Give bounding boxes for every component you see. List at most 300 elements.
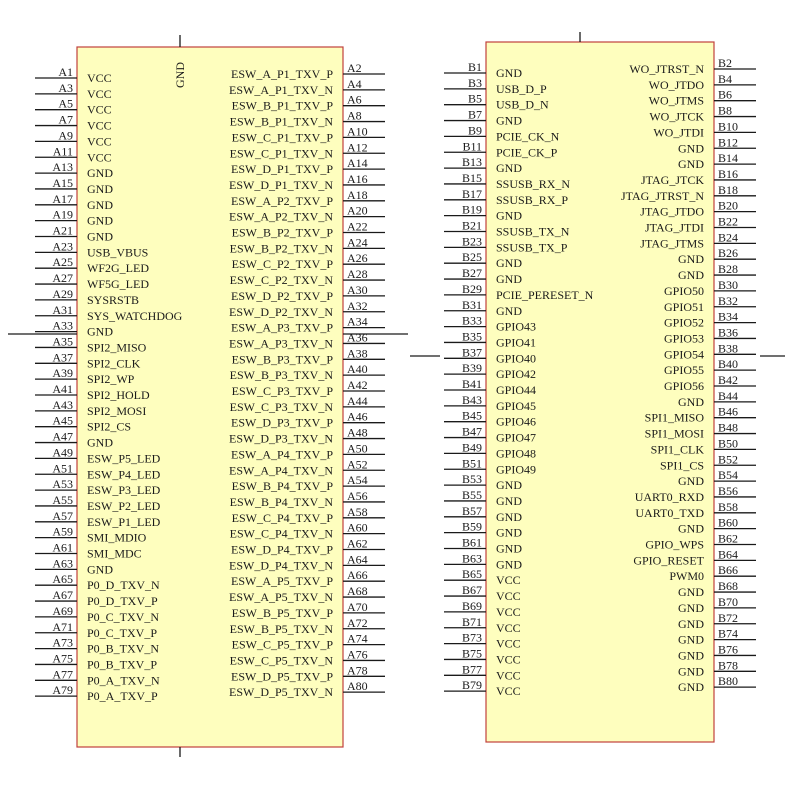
- connector_a-pin-number: A47: [52, 429, 73, 444]
- connector_b-pin-number: B59: [461, 519, 482, 534]
- connector_a-pin-number: A78: [347, 663, 368, 678]
- connector_a-pin-number: A7: [58, 112, 73, 127]
- connector_a-pin-number: A77: [52, 667, 73, 682]
- connector_a-pin-name: ESW_A_P1_TXV_P: [230, 67, 333, 81]
- connector_b-pin-name: GPIO55: [663, 363, 704, 378]
- connector_a-pin-name: ESW_A_P3_TXV_N: [229, 336, 333, 351]
- connector_b-pin-number: B64: [718, 547, 739, 562]
- connector_b-pin-number: B34: [718, 309, 739, 324]
- connector_a-pin-name: P0_A_TXV_N: [87, 673, 160, 688]
- connector_a-pin-name: P0_B_TXV_N: [87, 641, 160, 656]
- connector_a-pin-name: SPI2_CLK: [87, 356, 141, 371]
- connector_b-pin-number: B20: [718, 198, 739, 213]
- connector_a-pin-number: A52: [347, 457, 368, 472]
- connector_a-pin-name: ESW_A_P4_TXV_P: [230, 447, 333, 462]
- connector_a-pin-name: SPI2_HOLD: [87, 388, 150, 402]
- connector_b-pin-number: B45: [461, 408, 482, 423]
- connector_a-pin-name: ESW_D_P1_TXV_P: [230, 162, 333, 177]
- connector_b-pin-number: B65: [461, 567, 482, 582]
- connector_b-pin-name: SPI1_MOSI: [644, 426, 704, 441]
- connector_a-pin-number: A63: [52, 556, 73, 571]
- connector_a-pin-name: P0_A_TXV_P: [87, 689, 158, 704]
- connector_a-pin-name: ESW_D_P4_TXV_N: [229, 558, 333, 573]
- connector_a-pin-name: P0_D_TXV_N: [87, 578, 160, 593]
- connector_a-pin-name: ESW_C_P1_TXV_N: [229, 146, 333, 161]
- connector_b-pin-name: SSUSB_TX_N: [496, 224, 570, 239]
- connector_b-pin-number: B71: [461, 614, 482, 629]
- connector_b-pin-name: JTAG_JTDI: [644, 220, 704, 235]
- connector_a-pin-name: P0_C_TXV_N: [87, 609, 160, 624]
- connector_a-pin-name: ESW_A_P5_TXV_N: [229, 590, 333, 605]
- connector_b-pin-number: B44: [718, 388, 739, 403]
- connector_b-pin-number: B16: [718, 166, 739, 181]
- connector_b-pin-number: B51: [461, 456, 482, 471]
- connector_b-pin-name: GND: [496, 161, 522, 176]
- connector_a-pin-number: A1: [58, 65, 73, 79]
- connector_b-pin-name: GPIO_WPS: [645, 537, 704, 552]
- connector_a-pin-name: ESW_C_P4_TXV_P: [231, 510, 333, 525]
- connector_a-pin-number: A17: [52, 191, 73, 206]
- connector_a-pin-name: GND: [87, 166, 113, 181]
- connector_a-pin-name: P0_D_TXV_P: [87, 594, 158, 609]
- connector_b-pin-name: GND: [678, 600, 704, 615]
- connector_a-pin-number: A75: [52, 651, 73, 666]
- connector_b-pin-name: GND: [496, 66, 522, 80]
- connector_a-pin-name: ESW_B_P1_TXV_P: [231, 98, 333, 113]
- connector_a-pin-number: A15: [52, 175, 73, 190]
- connector_b-pin-name: SPI1_CLK: [650, 442, 704, 457]
- connector_a-pin-number: A27: [52, 271, 73, 286]
- connector_a-pin-number: A13: [52, 160, 73, 175]
- connector_b-pin-name: GPIO_RESET: [633, 553, 704, 568]
- connector_b-pin-name: SSUSB_RX_N: [496, 176, 571, 191]
- connector_b-pin-name: GPIO52: [663, 315, 704, 330]
- connector_b-pin-number: B75: [461, 646, 482, 661]
- connector_a-pin-name: GND: [87, 197, 113, 212]
- connector_b-pin-number: B73: [461, 630, 482, 645]
- connector_b-pin-number: B23: [461, 234, 482, 249]
- connector_b-pin-name: GPIO53: [663, 331, 704, 346]
- connector_b-pin-name: GND: [496, 478, 522, 493]
- connector_b-pin-name: JTAG_JTMS: [640, 236, 704, 251]
- connector_a-pin-name: ESW_B_P4_TXV_P: [231, 479, 333, 494]
- connector_a-pin-number: A41: [52, 382, 73, 396]
- connector_a-pin-number: A80: [347, 679, 368, 694]
- connector_a-pin-number: A38: [347, 346, 368, 361]
- connector_a-pin-number: A48: [347, 425, 368, 440]
- connector_a-pin-number: A24: [347, 235, 368, 250]
- connector_a-pin-name: ESW_A_P2_TXV_N: [229, 209, 333, 224]
- connector_b-pin-number: B61: [461, 535, 482, 550]
- connector_a-pin-name: SYSRSTB: [87, 292, 140, 307]
- connector_b-pin-number: B19: [461, 202, 482, 217]
- connector_b-pin-name: GND: [678, 252, 704, 267]
- connector_b-pin-name: PCIE_PERESET_N: [496, 287, 594, 302]
- connector_a-pin-name: SMI_MDC: [87, 546, 142, 561]
- connector_b-pin-name: GND: [496, 509, 522, 524]
- connector_a-pin-number: A74: [347, 631, 368, 646]
- connector_b-pin-name: GND: [678, 664, 704, 679]
- connector_b-pin-number: B17: [461, 186, 482, 201]
- connector_a-pin-name: VCC: [87, 134, 112, 149]
- connector_b-pin-name: GND: [496, 272, 522, 287]
- connector_b-pin-name: WO_JTDO: [648, 77, 704, 92]
- connector_a-pin-name: SPI2_WP: [87, 372, 135, 387]
- connector_a-pin-name: SPI2_CS: [87, 419, 132, 434]
- connector_a-pin-name: VCC: [87, 118, 112, 133]
- connector_b-pin-name: GND: [678, 680, 704, 695]
- connector_b-pin-number: B69: [461, 598, 482, 613]
- connector_b-pin-number: B67: [461, 583, 482, 598]
- connector_a-pin-name: VCC: [87, 71, 112, 85]
- connector_a-pin-number: A37: [52, 350, 73, 365]
- connector_b-pin-number: B1: [467, 60, 482, 74]
- connector_b-pin-number: B3: [467, 75, 482, 90]
- connector_b-pin-name: GPIO49: [496, 462, 537, 477]
- connector_b-pin-number: B54: [718, 468, 739, 483]
- connector_a-pin-name: ESW_C_P3_TXV_P: [231, 384, 333, 398]
- connector_b-pin-name: USB_D_P: [496, 81, 547, 96]
- connector_a-pin-number: A2: [347, 61, 362, 75]
- connector_a-pin-name: ESW_P5_LED: [87, 451, 161, 466]
- connector_b-pin-number: B15: [461, 170, 482, 185]
- connector_a-pin-number: A65: [52, 572, 73, 587]
- connector_a-pin-number: A32: [347, 298, 368, 313]
- connector_a-pin-name: ESW_B_P4_TXV_N: [229, 494, 333, 509]
- connector_b-pin-name: GPIO45: [496, 398, 537, 413]
- connector_b-pin-number: B21: [461, 218, 482, 233]
- connector_b-pin-number: B29: [461, 281, 482, 296]
- connector_a-pin-number: A10: [347, 124, 368, 139]
- connector_a-pin-number: A79: [52, 683, 73, 698]
- connector_a-pin-name: ESW_A_P1_TXV_N: [229, 82, 333, 97]
- connector_b-pin-name: SSUSB_RX_P: [496, 192, 569, 207]
- connector_b-pin-number: B53: [461, 472, 482, 487]
- connector_a-pin-number: A51: [52, 461, 73, 476]
- connector_b-pin-number: B52: [718, 452, 739, 467]
- connector_a-pin-number: A58: [347, 504, 368, 519]
- connector_b-pin-number: B66: [718, 563, 739, 578]
- connector_b-pin-number: B55: [461, 487, 482, 502]
- connector_b-pin-number: B76: [718, 642, 739, 657]
- connector_b-pin-number: B28: [718, 262, 739, 277]
- connector_a-pin-name: ESW_C_P2_TXV_N: [229, 273, 333, 288]
- connector_b-pin-name: PCIE_CK_N: [496, 129, 560, 144]
- connector_a-pin-name: ESW_D_P2_TXV_N: [229, 304, 333, 319]
- connector_a-pin-name: P0_C_TXV_P: [87, 625, 158, 640]
- connector_a-pin-number: A23: [52, 239, 73, 254]
- connector_a-pin-number: A55: [52, 492, 73, 507]
- connector_a-pin-name: SPI2_MISO: [87, 340, 147, 355]
- connector_a-pin-number: A73: [52, 635, 73, 650]
- connector_b-pin-number: B14: [718, 151, 739, 166]
- connector_b-pin-name: WO_JTMS: [648, 93, 704, 108]
- connector_a-pin-name: ESW_B_P5_TXV_P: [231, 605, 333, 620]
- connector_b-pin-name: GND: [496, 113, 522, 128]
- connector_b-pin-number: B37: [461, 345, 482, 360]
- connector_b-pin-name: GND: [678, 268, 704, 283]
- connector_a-pin-name: SPI2_MOSI: [87, 403, 147, 418]
- connector_a-pin-number: A46: [347, 409, 368, 424]
- connector_a-pin-name: ESW_C_P1_TXV_P: [231, 130, 333, 145]
- connector_a-pin-name: ESW_D_P5_TXV_P: [230, 669, 333, 684]
- connector_a-pin-number: A25: [52, 255, 73, 270]
- connector_b-pin-number: B25: [461, 250, 482, 265]
- connector_a-pin-number: A72: [347, 615, 368, 630]
- connector_a-pin-number: A26: [347, 251, 368, 266]
- connector_b-pin-number: B6: [718, 87, 733, 102]
- connector_b-pin-name: GND: [496, 557, 522, 572]
- connector_a-pin-name: GND: [87, 324, 113, 339]
- connector_a-pin-number: A57: [52, 508, 73, 523]
- connector_a-pin-name: P0_B_TXV_P: [87, 657, 158, 672]
- connector_a-pin-number: A8: [347, 108, 362, 123]
- connector_b-pin-number: B77: [461, 662, 482, 677]
- connector_b-pin-number: B13: [461, 155, 482, 170]
- connector_b-pin-name: GPIO51: [663, 299, 704, 314]
- connector_a-pin-name: ESW_C_P3_TXV_N: [229, 399, 333, 414]
- connector_b-pin-number: B56: [718, 483, 739, 498]
- connector_a-pin-number: A45: [52, 413, 73, 428]
- connector_b-pin-name: WO_JTDI: [653, 125, 704, 140]
- connector_b-pin-number: B57: [461, 503, 482, 518]
- connector_a-pin-name: ESW_B_P3_TXV_N: [229, 368, 333, 383]
- connector_a-pin-name: GND: [87, 562, 113, 577]
- connector_b-pin-number: B79: [461, 678, 482, 693]
- connector_a-pin-number: A50: [347, 441, 368, 456]
- connector_b-pin-name: SPI1_MISO: [644, 410, 704, 425]
- connector_b-pin-name: VCC: [496, 684, 521, 699]
- connector_b-pin-name: GND: [496, 541, 522, 556]
- connector_a-pin-number: A60: [347, 520, 368, 535]
- connector_a-pin-name: ESW_D_P3_TXV_N: [229, 431, 333, 446]
- connector_b-pin-number: B35: [461, 329, 482, 344]
- connector_a-pin-name: ESW_C_P4_TXV_N: [229, 526, 333, 541]
- connector_b-pin-number: B70: [718, 594, 739, 609]
- connector_b-pin-name: GND: [496, 303, 522, 318]
- connector_a-pin-name: SYS_WATCHDOG: [87, 308, 183, 323]
- connector_b-pin-name: VCC: [496, 620, 521, 635]
- connector_a-pin-number: A16: [347, 171, 368, 186]
- connector_a-pin-number: A3: [58, 80, 73, 95]
- connector_b-pin-number: B40: [718, 357, 739, 372]
- connector_a-pin-number: A68: [347, 584, 368, 599]
- connector_a-pin-name: ESW_A_P2_TXV_P: [230, 193, 333, 208]
- connector_b-pin-name: GND: [496, 256, 522, 271]
- connector_b-pin-number: B2: [718, 56, 733, 70]
- connector_a-pin-name: ESW_B_P5_TXV_N: [229, 621, 333, 636]
- connector_a-pin-number: A20: [347, 203, 368, 218]
- connector_b-pin-number: B12: [718, 135, 739, 150]
- connector_a-pin-name: ESW_A_P5_TXV_P: [230, 574, 333, 589]
- connector_a-pin-name: ESW_B_P2_TXV_P: [231, 225, 333, 240]
- connector_b-pin-number: B5: [467, 91, 482, 106]
- connector_a-pin-name: WF2G_LED: [87, 261, 149, 276]
- connector_b-pin-name: GPIO44: [496, 383, 537, 397]
- connector_a-pin-name: USB_VBUS: [87, 245, 149, 260]
- connector_a-pin-name: ESW_D_P4_TXV_P: [230, 542, 333, 557]
- connector_a-pin-number: A62: [347, 536, 368, 551]
- connector_b-pin-name: PWM0: [669, 569, 704, 584]
- connector_b-pin-number: B4: [718, 71, 733, 86]
- connector_a-pin-number: A22: [347, 219, 368, 234]
- connector_a-pin-number: A54: [347, 473, 368, 488]
- connector_b-pin-number: B9: [467, 123, 482, 138]
- connector_b-pin-name: VCC: [496, 652, 521, 667]
- connector_b-pin-name: GPIO50: [663, 283, 704, 298]
- connector_b-pin-name: GND: [678, 474, 704, 489]
- connector_b-pin-number: B26: [718, 246, 739, 261]
- connector_a-pin-number: A49: [52, 445, 73, 460]
- connector_a-pin-number: A71: [52, 619, 73, 634]
- connector_b-pin-name: GPIO56: [663, 379, 704, 393]
- connector_a-pin-number: A44: [347, 393, 368, 408]
- connector_b-pin-name: VCC: [496, 573, 521, 588]
- connector_b-pin-name: UART0_TXD: [635, 505, 704, 520]
- connector_b-pin-number: B11: [462, 139, 482, 154]
- connector-a-top-label: GND: [173, 62, 187, 88]
- connector_a-pin-number: A35: [52, 334, 73, 349]
- connector_b-pin-number: B8: [718, 103, 733, 118]
- connector_a-pin-number: A43: [52, 397, 73, 412]
- connector_b-pin-name: GND: [678, 141, 704, 156]
- connector_b-pin-name: GND: [678, 585, 704, 600]
- connector_b-pin-number: B80: [718, 674, 739, 689]
- connector_b-pin-number: B48: [718, 420, 739, 435]
- connector_b-pin-name: GPIO46: [496, 414, 537, 429]
- connector_a-pin-name: GND: [87, 181, 113, 196]
- connector_b-pin-name: GND: [678, 521, 704, 536]
- connector_b-pin-number: B68: [718, 579, 739, 594]
- connector_a-pin-name: ESW_D_P1_TXV_N: [229, 177, 333, 192]
- connector_b-pin-number: B62: [718, 531, 739, 546]
- connector_a-pin-number: A42: [347, 378, 368, 392]
- connector_a-pin-name: ESW_B_P3_TXV_P: [231, 352, 333, 367]
- connector_a-pin-number: A19: [52, 207, 73, 222]
- connector_a-pin-number: A59: [52, 524, 73, 539]
- connector_a-pin-number: A67: [52, 588, 73, 603]
- connector_a-pin-name: ESW_D_P3_TXV_P: [230, 415, 333, 430]
- connector_a-pin-name: ESW_B_P2_TXV_N: [229, 241, 333, 256]
- connector_b-pin-name: GND: [678, 394, 704, 409]
- connector_b-pin-name: GPIO54: [663, 347, 704, 362]
- connector_a-pin-number: A76: [347, 647, 368, 662]
- connector_b-pin-number: B43: [461, 392, 482, 407]
- connector_b-pin-name: UART0_RXD: [634, 489, 704, 504]
- connector_a-pin-number: A21: [52, 223, 73, 238]
- connector_b-pin-name: WO_JTRST_N: [629, 62, 704, 76]
- connector_b-pin-number: B39: [461, 361, 482, 376]
- connector_b-pin-name: JTAG_JTCK: [640, 172, 704, 187]
- connector_a-pin-number: A28: [347, 267, 368, 282]
- connector_b-pin-name: GND: [678, 648, 704, 663]
- connector_a-pin-name: ESW_C_P5_TXV_P: [231, 637, 333, 652]
- connector_a-pin-number: A9: [58, 128, 73, 143]
- connector_a-pin-name: ESW_C_P5_TXV_N: [229, 653, 333, 668]
- connector_b-pin-name: GPIO42: [496, 367, 537, 382]
- connector_b-pin-name: SSUSB_TX_P: [496, 240, 568, 255]
- connector_b-pin-name: GPIO48: [496, 446, 537, 461]
- connector_b-pin-name: GND: [678, 632, 704, 647]
- connector_b-pin-number: B27: [461, 266, 482, 281]
- connector_a-pin-number: A34: [347, 314, 368, 329]
- connector_a-pin-name: ESW_C_P2_TXV_P: [231, 257, 333, 272]
- connector_b-pin-name: GND: [496, 493, 522, 508]
- connector_a-pin-name: GND: [87, 229, 113, 244]
- connector_b-pin-number: B49: [461, 440, 482, 455]
- connector_a-pin-number: A61: [52, 540, 73, 555]
- connector_a-pin-name: ESW_P4_LED: [87, 467, 161, 482]
- connector_a-pin-name: ESW_P2_LED: [87, 498, 161, 513]
- connector_b-pin-number: B78: [718, 658, 739, 673]
- connector_b-pin-number: B72: [718, 610, 739, 625]
- connector_b-pin-number: B30: [718, 277, 739, 292]
- connector_a-pin-number: A14: [347, 156, 368, 171]
- connector_a-pin-number: A69: [52, 603, 73, 618]
- connector_a-pin-number: A64: [347, 552, 368, 567]
- connector_b-pin-number: B63: [461, 551, 482, 566]
- connector_a-pin-name: GND: [87, 435, 113, 450]
- connector_b-pin-name: JTAG_JTDO: [640, 204, 704, 219]
- connector_a-pin-name: ESW_A_P3_TXV_P: [230, 320, 333, 335]
- connector_b-pin-number: B33: [461, 313, 482, 328]
- connector-a: [35, 35, 385, 757]
- connector_a-pin-number: A30: [347, 282, 368, 297]
- connector_b-pin-name: GND: [678, 616, 704, 631]
- connector_a-pin-name: ESW_D_P5_TXV_N: [229, 685, 333, 700]
- connector_b-pin-name: VCC: [496, 668, 521, 683]
- connector_a-pin-number: A4: [347, 76, 362, 91]
- connector_b-pin-number: B7: [467, 107, 482, 122]
- connector_b-pin-name: VCC: [496, 604, 521, 619]
- connector_b-pin-number: B58: [718, 499, 739, 514]
- connector_b-pin-number: B31: [461, 297, 482, 312]
- connector_b-pin-number: B60: [718, 515, 739, 530]
- connector_a-pin-name: ESW_P1_LED: [87, 514, 161, 529]
- connector_a-pin-number: A5: [58, 96, 73, 111]
- connector_b-pin-number: B36: [718, 325, 739, 340]
- connector_b-pin-number: B18: [718, 182, 739, 197]
- connector_b-pin-name: GPIO41: [496, 335, 537, 350]
- connector_a-pin-name: ESW_B_P1_TXV_N: [229, 114, 333, 129]
- connector_a-pin-name: VCC: [87, 150, 112, 165]
- connector_b-pin-name: VCC: [496, 589, 521, 604]
- connector_b-pin-name: USB_D_N: [496, 97, 549, 112]
- connector_a-pin-number: A31: [52, 302, 73, 317]
- connector-b: [444, 32, 756, 742]
- connector_b-pin-number: B41: [461, 377, 482, 391]
- connector_b-pin-number: B47: [461, 424, 482, 439]
- connector_a-pin-name: SMI_MDIO: [87, 530, 147, 545]
- connector_a-pin-name: ESW_P3_LED: [87, 483, 161, 498]
- connector_b-pin-number: B22: [718, 214, 739, 229]
- connector_b-pin-name: SPI1_CS: [659, 458, 704, 473]
- connector_a-pin-number: A70: [347, 599, 368, 614]
- connector_b-pin-name: GPIO40: [496, 351, 537, 366]
- connector_a-pin-number: A56: [347, 488, 368, 503]
- connector_b-pin-name: GND: [496, 208, 522, 223]
- connector_b-pin-name: VCC: [496, 636, 521, 651]
- connector_b-pin-number: B32: [718, 293, 739, 308]
- connector_b-pin-name: GPIO43: [496, 319, 537, 334]
- connector_a-pin-number: A39: [52, 366, 73, 381]
- connector_a-pin-number: A6: [347, 92, 362, 107]
- connector_b-pin-number: B10: [718, 119, 739, 134]
- connector_b-pin-name: GND: [678, 157, 704, 172]
- connector_b-pin-number: B46: [718, 404, 739, 419]
- connector_a-pin-number: A12: [347, 140, 368, 155]
- connector_b-pin-name: JTAG_JTRST_N: [620, 188, 704, 203]
